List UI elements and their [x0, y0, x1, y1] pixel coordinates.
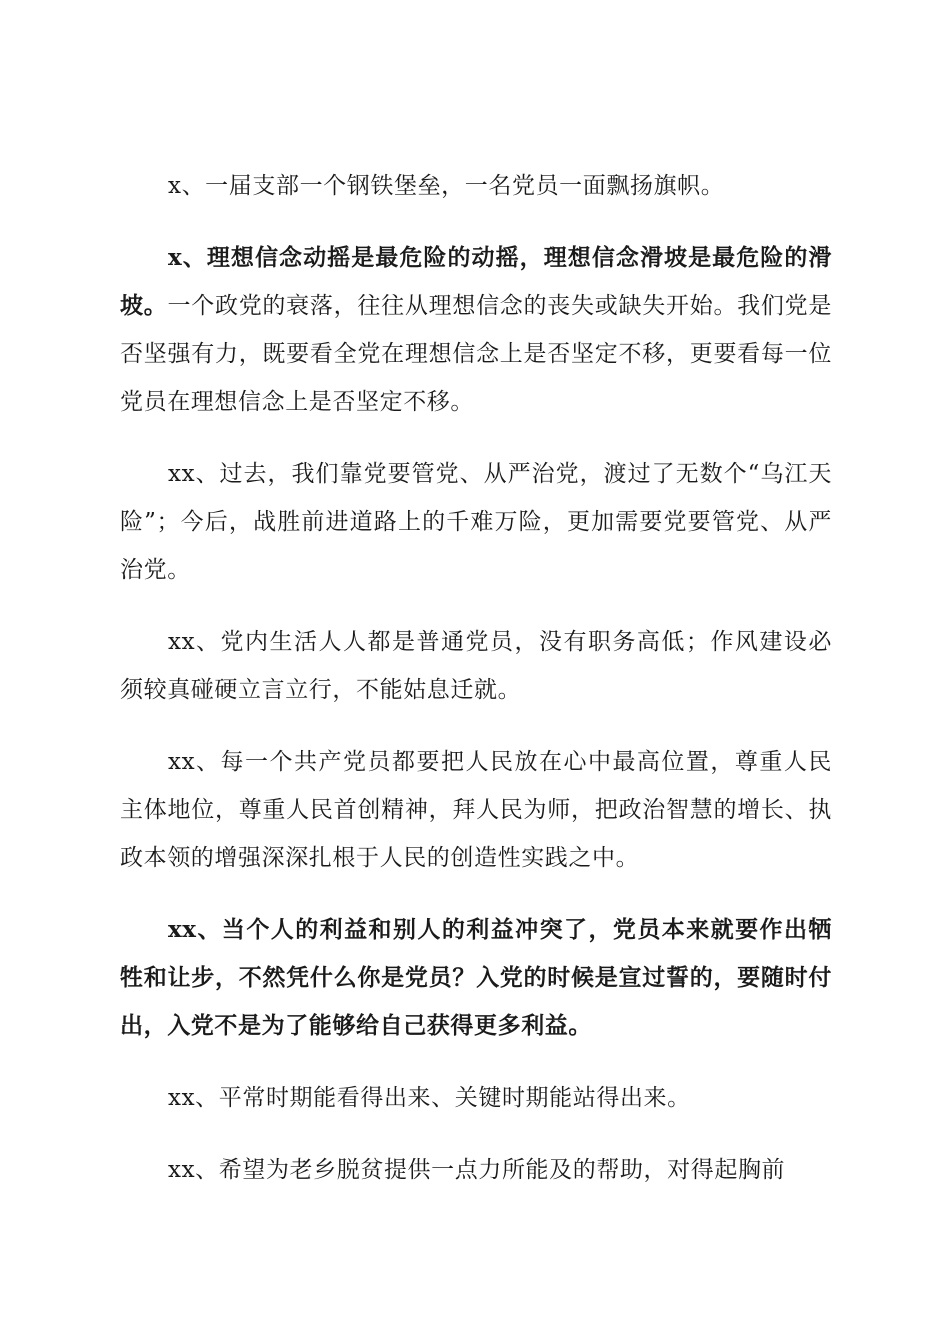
- paragraph-5: [120, 738, 832, 882]
- paragraph-text: 一个政党的衰落，往往从理想信念的丧失或缺失开始。我们党是否坚强有力，既要看全党在理想信念上是否坚定不移，更要看每一位党员在理想信念上是否坚定不移。: [120, 293, 832, 415]
- paragraph-7: [120, 1074, 832, 1122]
- paragraph-1: [120, 162, 832, 210]
- paragraph-text: xx、每一个共产党员都要把人民放在心中最高位置，尊重人民主体地位，尊重人民首创精神，拜人民为师，把政治智慧的增长、执政本领的增强深深扎根于人民的创造性实践之中。: [120, 749, 832, 871]
- paragraph-3: [120, 450, 832, 594]
- paragraph-2: [120, 234, 832, 426]
- paragraph-text: xx、党内生活人人都是普通党员，没有职务高低；作风建设必须较真碰硬立言立行，不能姑息迁就。: [120, 629, 832, 703]
- paragraph-text: x、一届支部一个钢铁堡垒，一名党员一面飘扬旗帜。: [168, 173, 725, 199]
- paragraph-bold-lead: xx、当个人的利益和别人的利益冲突了，党员本来就要作出牺牲和让步，不然凭什么你是党员？入党的时候是宣过誓的，要随时付出，入党不是为了能够给自己获得更多利益。: [120, 916, 832, 1039]
- paragraph-8: [120, 1146, 832, 1194]
- paragraph-bold-lead: x、理想信念动摇是最危险的动摇，理想信念滑坡是最危险的滑坡。: [120, 244, 832, 319]
- paragraph-4: [120, 618, 832, 714]
- paragraph-text: xx、过去，我们靠党要管党、从严治党，渡过了无数个“乌江天险”；今后，战胜前进道路上的千难万险，更加需要党要管党、从严治党。: [120, 461, 832, 583]
- paragraph-text: xx、平常时期能看得出来、关键时期能站得出来。: [168, 1085, 691, 1111]
- paragraph-6: [120, 906, 832, 1050]
- paragraph-text: xx、希望为老乡脱贫提供一点力所能及的帮助，对得起胸前: [168, 1157, 786, 1183]
- document-page: [120, 162, 832, 1218]
